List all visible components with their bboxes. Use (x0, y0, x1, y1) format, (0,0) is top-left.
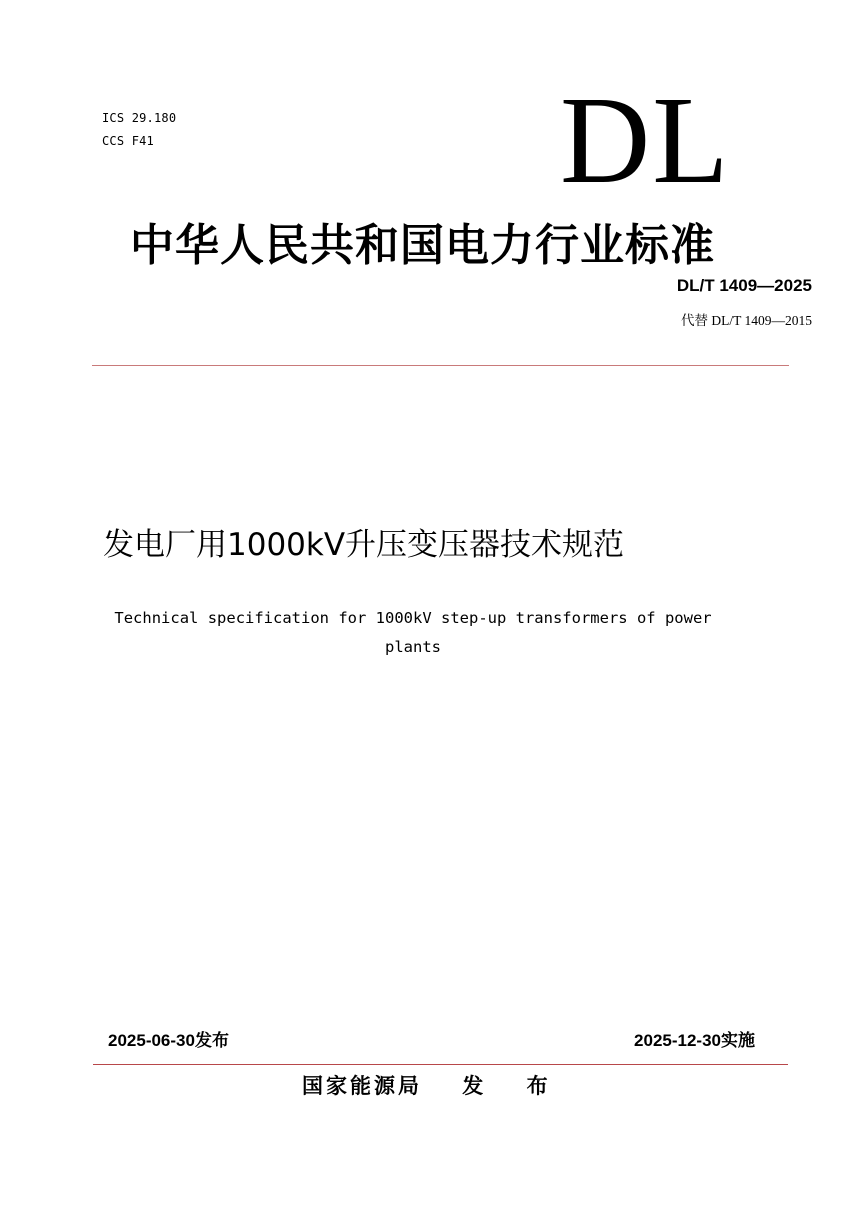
implement-date: 2025-12-30实施 (634, 1031, 755, 1050)
document-title-cn: 发电厂用1000kV升压变压器技术规范 (103, 527, 625, 563)
issuer: 国家能源局 发 布 (302, 1074, 551, 1098)
standard-category-title: 中华人民共和国电力行业标准 (130, 220, 715, 271)
ics-code: ICS 29.180 (102, 111, 177, 125)
standard-number: DL/T 1409—2025 (676, 276, 812, 295)
footer-divider (93, 1064, 788, 1065)
publish-date: 2025-06-30发布 (108, 1031, 229, 1050)
document-title-en: Technical specification for 1000kV step-up transformers of power plants (114, 609, 712, 656)
dl-logo: DL (560, 72, 731, 210)
ccs-code: CCS F41 (102, 134, 154, 148)
replaces-standard: 代替 DL/T 1409—2015 (681, 313, 812, 328)
header-divider (92, 365, 789, 366)
